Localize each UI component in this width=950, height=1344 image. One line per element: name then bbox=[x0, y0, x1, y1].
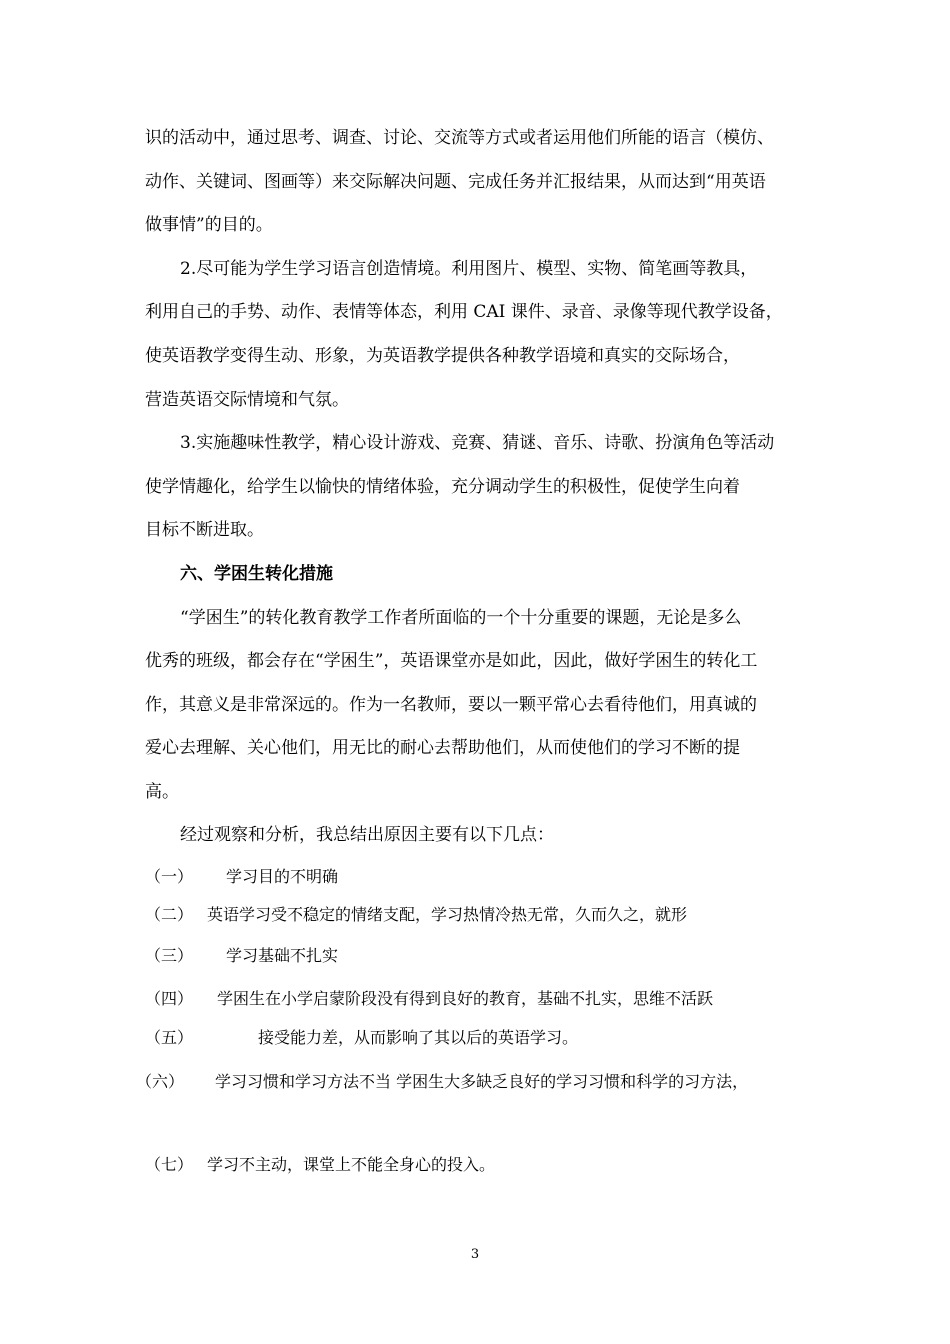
paragraph-line: 爱心去理解、关心他们，用无比的耐心去帮助他们，从而使他们的学习不断的提 bbox=[145, 738, 740, 758]
paragraph-line: 目标不断进取。 bbox=[145, 520, 264, 540]
list-item-number: （五） bbox=[145, 1028, 194, 1047]
list-item-text: 学习不主动，课堂上不能全身心的投入。 bbox=[207, 1155, 496, 1174]
paragraph-line: 3.实施趣味性教学，精心设计游戏、竞赛、猜谜、音乐、诗歌、扮演角色等活动 bbox=[180, 433, 775, 453]
list-item-number: （二） bbox=[145, 905, 194, 924]
paragraph-line: 使英语教学变得生动、形象，为英语教学提供各种教学语境和真实的交际场合， bbox=[145, 346, 740, 366]
section-heading: 六、学困生转化措施 bbox=[180, 564, 333, 584]
list-item-text: 学习目的不明确 bbox=[226, 867, 339, 886]
list-item-number: （七） bbox=[145, 1155, 194, 1174]
paragraph-line: 营造英语交际情境和气氛。 bbox=[145, 390, 349, 410]
paragraph-line: 做事情”的目的。 bbox=[145, 215, 273, 235]
paragraph-line: 作，其意义是非常深远的。作为一名教师，要以一颗平常心去看待他们，用真诚的 bbox=[145, 695, 757, 715]
paragraph-line: 高。 bbox=[145, 782, 179, 802]
paragraph-line: 利用自己的手势、动作、表情等体态，利用 CAI 课件、录音、录像等现代教学设备， bbox=[145, 302, 783, 322]
paragraph-line: 2.尽可能为学生学习语言创造情境。利用图片、模型、实物、简笔画等教具， bbox=[180, 259, 758, 279]
list-item-text: 学习基础不扎实 bbox=[226, 946, 339, 965]
list-item-number: （三） bbox=[145, 946, 194, 965]
page-number: 3 bbox=[470, 1247, 480, 1262]
paragraph-line: 使学情趣化，给学生以愉快的情绪体验，充分调动学生的积极性，促使学生向着 bbox=[145, 477, 740, 497]
list-item-number: （一） bbox=[145, 867, 194, 886]
paragraph-line: 优秀的班级，都会存在“学困生”，英语课堂亦是如此，因此，做好学困生的转化工 bbox=[145, 651, 758, 671]
paragraph-line: 经过观察和分析，我总结出原因主要有以下几点： bbox=[180, 825, 554, 845]
list-item-text: 英语学习受不稳定的情绪支配，学习热情冷热无常，久而久之，就形 bbox=[207, 905, 688, 924]
paragraph-line: “学困生”的转化教育教学工作者所面临的一个十分重要的课题，无论是多么 bbox=[180, 608, 742, 628]
paragraph-line: 动作、关键词、图画等）来交际解决问题、完成任务并汇报结果，从而达到“用英语 bbox=[145, 172, 766, 192]
list-item-number: （四） bbox=[145, 989, 194, 1008]
list-item-number: （六） bbox=[136, 1072, 185, 1091]
list-item-text: 学习习惯和学习方法不当 学困生大多缺乏良好的学习习惯和科学的习方法， bbox=[215, 1072, 749, 1091]
list-item-text: 接受能力差，从而影响了其以后的英语学习。 bbox=[258, 1028, 579, 1047]
list-item-text: 学困生在小学启蒙阶段没有得到良好的教育，基础不扎实，思维不活跃 bbox=[217, 989, 714, 1008]
paragraph-line: 识的活动中，通过思考、调查、讨论、交流等方式或者运用他们所能的语言（模仿、 bbox=[145, 128, 774, 148]
